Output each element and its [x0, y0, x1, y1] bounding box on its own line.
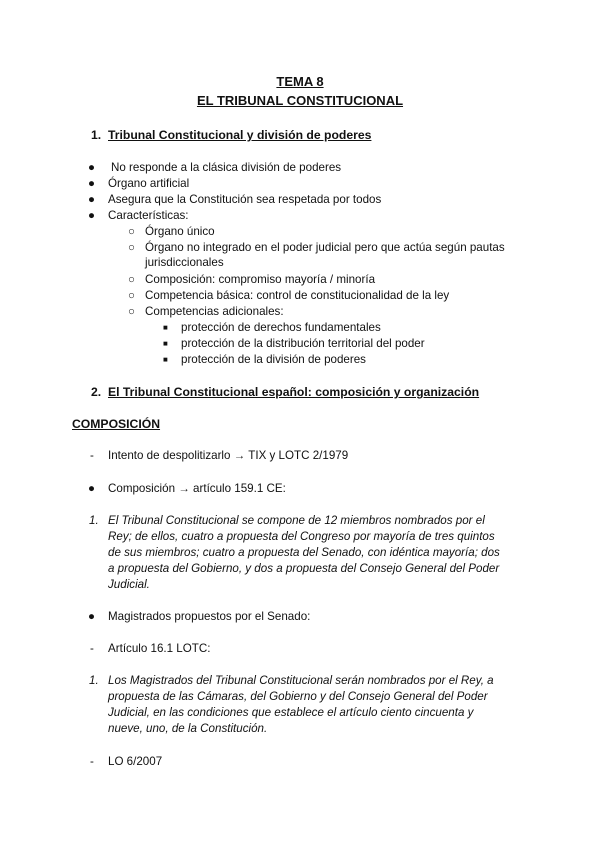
sub-list-item-continuation: jurisdiccionales — [145, 256, 224, 269]
quote-number: 1. — [89, 674, 99, 687]
quote-line: nueve, uno, de la Constitución. — [108, 722, 268, 735]
quote-line: Judicial. — [108, 578, 150, 591]
bullet-icon: ● — [88, 610, 96, 623]
document-title: TEMA 8 — [276, 74, 324, 89]
circle-bullet-icon: ○ — [128, 225, 136, 238]
sub-list-item: Órgano único — [145, 225, 215, 238]
list-item: Características: — [108, 209, 189, 222]
quote-line: Rey; de ellos, cuatro a propuesta del Congreso por mayoría de tres quintos — [108, 530, 495, 543]
bullet-icon: ● — [88, 177, 96, 190]
sub-sub-list-item: protección de derechos fundamentales — [181, 321, 381, 334]
sub-sub-list-item: protección de la distribución territorial del poder — [181, 337, 425, 350]
sub-list-item: Competencia básica: control de constitucionalidad de la ley — [145, 289, 450, 302]
bullet-icon: ● — [88, 209, 96, 222]
dash-marker: - — [90, 642, 94, 655]
quote-line: de sus miembros; cuatro a propuesta del Senado, con idéntica mayoría; dos — [108, 546, 500, 559]
document-subtitle: EL TRIBUNAL CONSTITUCIONAL — [196, 93, 404, 108]
quote-number: 1. — [89, 514, 99, 527]
circle-bullet-icon: ○ — [128, 305, 136, 318]
dash-marker: - — [90, 449, 94, 462]
list-item: Artículo 16.1 LOTC: — [108, 642, 211, 655]
list-item: LO 6/2007 — [108, 755, 163, 768]
list-item: Órgano artificial — [108, 177, 190, 190]
section-2-heading: El Tribunal Constitucional español: composición y organización — [108, 385, 480, 399]
circle-bullet-icon: ○ — [128, 273, 136, 286]
bullet-icon: ● — [88, 482, 96, 495]
quote-line: a propuesta del Gobierno, y dos a propuesta del Consejo General del Poder — [108, 562, 500, 575]
sub-sub-list-item: protección de la división de poderes — [181, 353, 366, 366]
sub-list-item: Órgano no integrado en el poder judicial pero que actúa según pautas — [145, 241, 505, 254]
list-item: Intento de despolitizarlo → TIX y LOTC 2/1979 — [108, 449, 349, 462]
quote-line: Los Magistrados del Tribunal Constitucional serán nombrados por el Rey, a — [108, 674, 494, 687]
section-1-number: 1. — [91, 128, 102, 142]
circle-bullet-icon: ○ — [128, 289, 136, 302]
list-item: Composición → artículo 159.1 CE: — [108, 482, 286, 495]
sub-list-item: Competencias adicionales: — [145, 305, 284, 318]
square-bullet-icon: ■ — [163, 339, 168, 348]
sub-list-item: Composición: compromiso mayoría / minoría — [145, 273, 376, 286]
section-2-number: 2. — [91, 385, 102, 399]
bullet-icon: ● — [88, 161, 96, 174]
section-1-heading: Tribunal Constitucional y división de poderes — [108, 128, 372, 142]
square-bullet-icon: ■ — [163, 323, 168, 332]
square-bullet-icon: ■ — [163, 355, 168, 364]
quote-line: propuesta de las Cámaras, del Gobierno y del Consejo General del Poder — [108, 690, 488, 703]
quote-line: El Tribunal Constitucional se compone de 12 miembros nombrados por el — [108, 514, 485, 527]
list-item: No responde a la clásica división de poderes — [111, 161, 342, 174]
circle-bullet-icon: ○ — [128, 241, 136, 254]
quote-line: Judicial, en las condiciones que establece el artículo ciento cincuenta y — [108, 706, 474, 719]
list-item: Asegura que la Constitución sea respetada por todos — [108, 193, 382, 206]
bullet-icon: ● — [88, 193, 96, 206]
dash-marker: - — [90, 755, 94, 768]
composicion-heading: COMPOSICIÓN — [72, 417, 161, 431]
list-item: Magistrados propuestos por el Senado: — [108, 610, 311, 623]
